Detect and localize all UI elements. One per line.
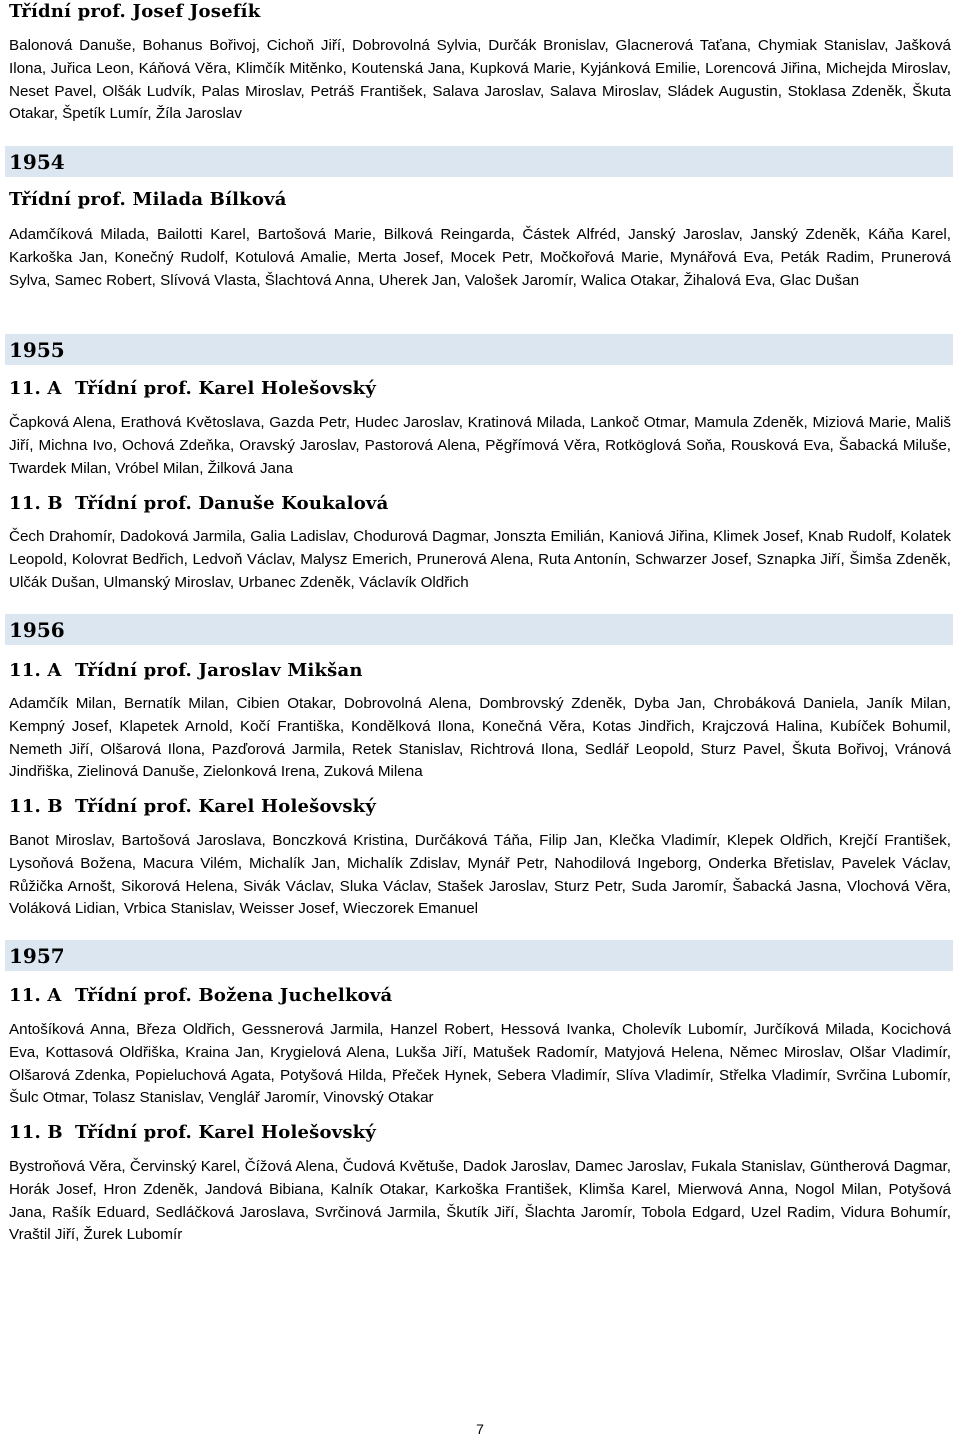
class-teacher-heading: Třídní prof. Josef Josefík: [9, 1, 261, 22]
student-names: Čapková Alena, Erathová Květoslava, Gazda Petr, Hudec Jaroslav, Kratinová Milada, Lankoč Otmar, Mamula Zdeněk, Miziová Marie, Mališ Jiří, Michna Ivo, Ochová Zdeňka, Oravský Jaroslav, Pastorová Alena, Pěgřímová Věra, Rotköglová Soňa, Rousková Eva, Šabacká Miluše, Twardek Milan, Vróbel Milan, Žilková Jana: [9, 414, 951, 477]
year-heading: 1955: [9, 337, 65, 362]
year-band-1954: [5, 146, 953, 177]
class-teacher: Třídní prof. Jaroslav Mikšan: [75, 660, 363, 681]
class-heading-11a: [0, 378, 385, 399]
student-names: Banot Miroslav, Bartošová Jaroslava, Bonczková Kristina, Durčáková Táňa, Filip Jan, Klečka Vladimír, Klepek Oldřich, Krejčí František, Lysoňová Božena, Macura Vilém, Michalík Jan, Michalík Zdislav, Mynář Petr, Nahodilová Ingeborg, Onderka Břetislav, Pavelek Václav, Růžička Arnošt, Sikorová Helena, Sivák Václav, Sluka Václav, Stašek Jaroslav, Sturz Petr, Suda Jaromír, Šabacká Jasna, Vlochová Věra, Voláková Lidian, Vrbica Stanislav, Weisser Josef, Wieczorek Emanuel: [9, 832, 951, 918]
year-band-1956: [5, 614, 953, 645]
class-heading-11b: [0, 1122, 385, 1143]
class-heading-11a: [0, 660, 372, 681]
page-number: 7: [476, 1421, 484, 1437]
student-names: Čech Drahomír, Dadoková Jarmila, Galia Ladislav, Chodurová Dagmar, Jonszta Emilián, Kaniová Jiřina, Klimek Josef, Knab Rudolf, Kolatek Leopold, Kolovrat Bedřich, Ledvoň Václav, Malysz Emerich, Prunerová Alena, Ruta Antonín, Schwarzer Josef, Sznapka Jiří, Šimša Zdeněk, Ulčák Dušan, Ulmanský Miroslav, Urbanec Zdeněk, Václavík Oldřich: [9, 528, 951, 591]
class-heading-11b: [0, 493, 397, 514]
student-names: Adamčík Milan, Bernatík Milan, Cibien Otakar, Dobrovolná Alena, Dombrovský Zdeněk, Dyba Jan, Chrobáková Daniela, Janík Milan, Kempný Josef, Klapetek Arnold, Kočí Františka, Kondělková Ilona, Konečná Věra, Kotas Jindřich, Krajczová Halina, Kubíček Bohumil, Nemeth Jiří, Olšarová Ilona, Pazďorová Jarmila, Retek Stanislav, Richtrová Ilona, Sedlář Leopold, Sturz Pavel, Škuta Bořivoj, Vránová Jindřiška, Zielinová Danuše, Zielonková Irena, Zuková Milena: [9, 695, 951, 781]
student-names: Bystroňová Věra, Červinský Karel, Čížová Alena, Čudová Květuše, Dadok Jaroslav, Damec Jaroslav, Fukala Stanislav, Güntherová Dagmar, Horák Josef, Hron Zdeněk, Jandová Bibiana, Kalník Otakar, Karkoška František, Klimša Karel, Mierwová Anna, Nogol Milan, Potyšová Jana, Rašík Eduard, Sedláčková Jaroslava, Svrčinová Jarmila, Škutík Jiří, Šlachta Jaromír, Tobola Edgard, Uzel Radim, Vidura Bohumír, Vraštil Jiří, Žurek Lubomír: [9, 1158, 951, 1244]
student-names: Antošíková Anna, Březa Oldřich, Gessnerová Jarmila, Hanzel Robert, Hessová Ivanka, Cholevík Lubomír, Jurčíková Milada, Kocichová Eva, Kottasová Oldřiška, Kraina Jan, Krygielová Alena, Lukša Jiří, Matušek Radomír, Matyjová Helena, Němec Miroslav, Olšar Vladimír, Olšarová Zdenka, Popieluchová Agata, Potyšová Hilda, Přeček Hynek, Sebera Vladimír, Slíva Vladimír, Střelka Vladimír, Svrčina Lubomír, Šulc Otmar, Tolasz Stanislav, Venglář Jaromír, Vinovský Otakar: [9, 1021, 951, 1107]
student-names: Balonová Danuše, Bohanus Bořivoj, Cichoň Jiří, Dobrovolná Sylvia, Durčák Bronislav, Glacnerová Taťana, Chymiak Stanislav, Jašková Ilona, Juřica Leon, Káňová Věra, Klimčík Mitěnko, Koutenská Jana, Kupková Marie, Kyjánková Emilie, Lorencová Jiřina, Michejda Miroslav, Neset Pavel, Olšák Ludvík, Palas Miroslav, Petráš František, Salava Jaroslav, Salava Miroslav, Sládek Augustin, Stoklasa Zdeněk, Škuta Otakar, Špetík Lumír, Žíla Jaroslav: [9, 37, 951, 123]
class-label: 11. B: [9, 796, 63, 817]
class-label: 11. B: [9, 1122, 63, 1143]
class-teacher: Třídní prof. Karel Holešovský: [75, 378, 377, 399]
class-teacher: Třídní prof. Božena Juchelková: [75, 985, 393, 1006]
year-heading: 1956: [9, 617, 65, 642]
class-label: 11. A: [9, 378, 62, 399]
year-band-1955: [5, 334, 953, 365]
year-heading: 1957: [9, 943, 65, 968]
class-teacher: Třídní prof. Karel Holešovský: [75, 1122, 377, 1143]
class-label: 11. B: [9, 493, 63, 514]
class-label: 11. A: [9, 985, 62, 1006]
class-teacher: Třídní prof. Karel Holešovský: [75, 796, 377, 817]
class-teacher: Třídní prof. Danuše Koukalová: [75, 493, 389, 514]
class-heading-11a: [0, 985, 401, 1006]
class-heading-11b: [0, 796, 385, 817]
year-heading: 1954: [9, 149, 65, 174]
class-teacher-heading: Třídní prof. Milada Bílková: [9, 189, 287, 210]
year-band-1957: [5, 940, 953, 971]
class-label: 11. A: [9, 660, 62, 681]
student-names: Adamčíková Milada, Bailotti Karel, Bartošová Marie, Bilková Reingarda, Částek Alfréd, Janský Jaroslav, Janský Zdeněk, Káňa Karel, Karkoška Jan, Konečný Rudolf, Kotulová Amalie, Merta Josef, Mocek Petr, Močkořová Marie, Mynářová Eva, Peták Radim, Prunerová Sylva, Samec Robert, Slívová Vlasta, Šlachtová Anna, Uherek Jan, Valošek Jaromír, Walica Otakar, Žihalová Eva, Glac Dušan: [9, 226, 951, 289]
